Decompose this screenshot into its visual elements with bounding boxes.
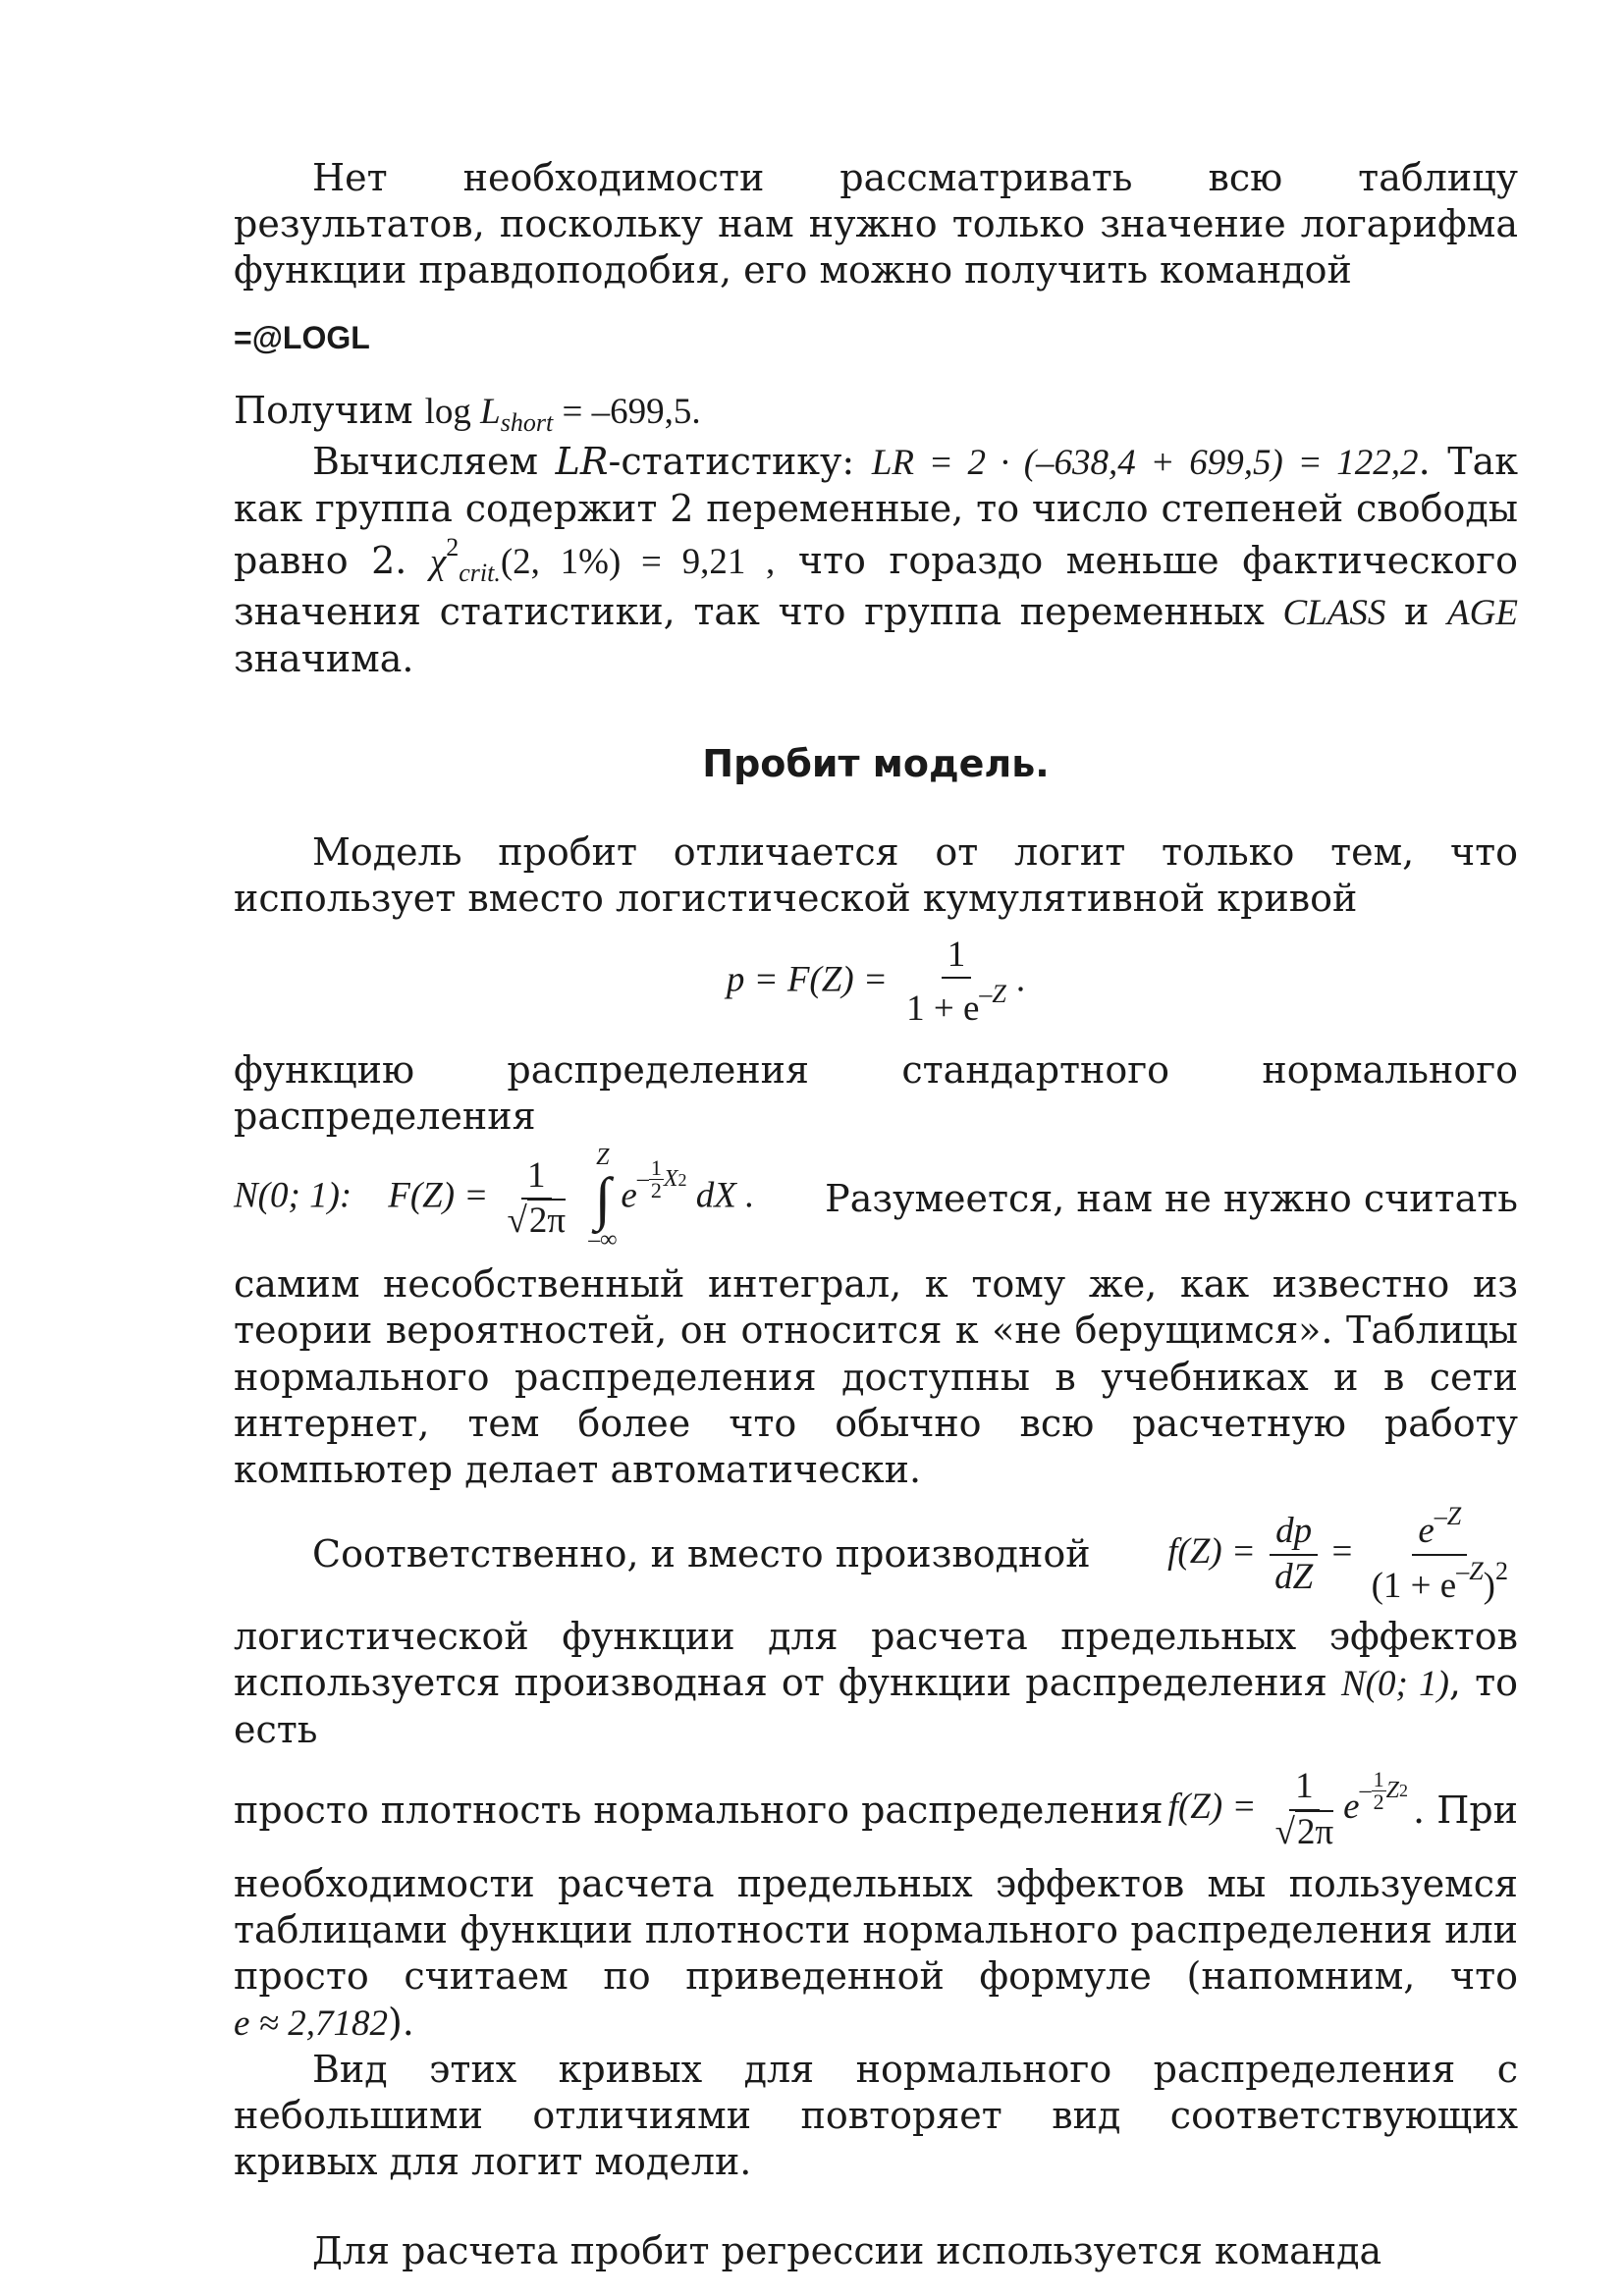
paragraph-integral: самим несобственный интеграл, к тому же, как известно из теории вероятностей, он относится к «не берущимся». Таблицы нормального распределения доступны в учебниках и в сети интернет, тем более что обычно всю расчетную работу компьютер делает автоматически. <box>234 1262 1518 1491</box>
paragraph-result: Получим $\log L_{short} = -699,5$. <box>234 389 701 437</box>
section-heading: Пробит модель. <box>702 742 1050 786</box>
paragraph-probit-intro: Модель пробит отличается от логит только тем, что использует вместо логистической кумулятивной кривой <box>234 829 1518 920</box>
formula-normal-cdf-line: N(0; 1): F(Z) = $\frac{1}{√2\pi}$ Z ∫ –∞ e – 1 2 X 2 dX . Разумеется, нам не нужно считать <box>234 1145 1518 1254</box>
paragraph-derivative: логистической функции для расчета предельных эффектов используется производная от функции распределения N(0; 1), то есть <box>234 1615 1518 1752</box>
paragraph-lr-stat: Вычисляем LR-статистику: LR = 2 · (–638,4 + 699,5) = 122,2. Так как группа содержит 2 переменные, то число степеней свободы равно 2. $\chi^2_{crit.}(2$, 1%) = 9,21 , что гораздо меньше фактического значения статистики, так что группа переменных CLASS и AGE значима. <box>234 440 1518 681</box>
paragraph-density: необходимости расчета предельных эффектов мы пользуемся таблицами функции плотности нормального распределения или просто считаем по приведенной формуле (напомним, что e ≈ 2,7182). <box>234 1861 1518 2045</box>
formula-density-line: просто плотность нормального распределения f(Z) = $\frac{1}{√2\pi}$ e – 1 2 Z 2 . При <box>234 1766 1518 1853</box>
formula-chi: $\chi^2_{crit.}(2$, 1%) = 9,21 , <box>429 533 776 588</box>
page <box>234 155 1518 2274</box>
paragraph-probit-command: Для расчета пробит регрессии используется команда <box>312 2229 1382 2273</box>
formula-logl: $\log L_{short} = -699,5$. <box>424 392 701 437</box>
command-logl: =@LOGL <box>234 320 370 356</box>
paragraph-curves: Вид этих кривых для нормального распределения с небольшими отличиями повторяет вид соответствующих кривых для логит модели. <box>234 2047 1518 2184</box>
paragraph-normal-cdf: функцию распределения стандартного нормального распределения <box>234 1048 1518 1139</box>
formula-logistic: p = F(Z) = $\frac{1}{1 + e^{-Z}}$ . <box>726 934 1026 1030</box>
formula-lr: LR = 2 · (–638,4 + 699,5) = 122,2 <box>871 443 1419 484</box>
formula-derivative-line: Соответственно, и вместо производной f(Z) = $\frac{dp}{dZ}$ = $\frac{e^{-Z}}{(1 + e^{-Z})^2}$ <box>312 1501 1508 1606</box>
paragraph-intro: Нет необходимости рассматривать всю таблицу результатов, поскольку нам нужно только значение логарифма функции правдоподобия, его можно получить командой <box>234 156 1518 293</box>
